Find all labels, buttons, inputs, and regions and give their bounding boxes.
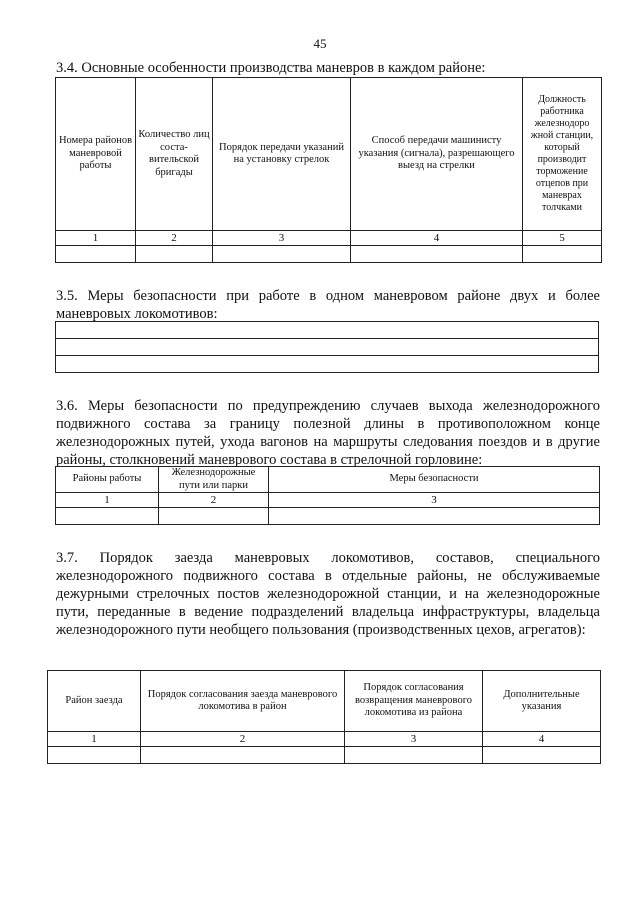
col-number: 4 (351, 231, 523, 246)
col-number: 1 (56, 493, 159, 508)
safety-measures-table (55, 466, 600, 525)
col-header-safety-measures: Меры безопасности (269, 467, 600, 493)
col-number: 3 (213, 231, 351, 246)
col-number: 1 (56, 231, 136, 246)
section-3-7-text: 3.7. Порядок заезда маневровых локомотивов, составов, специального железнодорожного подвижного состава в отдельные районы, не обслуживаемые дежурными стрелочных постов железнодорожной станции, и на железнодорожные пути, переданные в ведение подразделений владельца инфраструктуры, владельца железнодорожного пути необщего пользования (производственных цехов, агрегатов): (56, 550, 600, 638)
section-3-5-text: 3.5. Меры безопасности при работе в одном маневровом районе двух и более маневровых локомотивов: (56, 288, 600, 322)
blank-line (55, 355, 599, 373)
col-number: 5 (523, 231, 602, 246)
col-header-work-areas: Районы работы (56, 467, 159, 493)
col-number: 2 (159, 493, 269, 508)
col-header-additional-instructions: Дополнительные указания (483, 671, 601, 732)
table-row (56, 508, 600, 525)
section-3-6-text: 3.6. Меры безопасности по предупреждению случаев выхода железнодорожного подвижного состава за границу полезной длины в противоположном конце железнодорожных путей, ухода вагонов на маршруты следования поездов и в другие районы, столкновений маневрового состава в стрелочной горловине: (56, 398, 600, 468)
table-row (48, 747, 601, 764)
col-number: 2 (141, 732, 345, 747)
col-number: 3 (345, 732, 483, 747)
page-number: 45 (313, 36, 327, 51)
col-number: 4 (483, 732, 601, 747)
col-header-crew-count: Количество лиц соста-вительской бригады (136, 78, 213, 231)
table-row (56, 246, 602, 263)
maneuver-features-table (55, 77, 602, 263)
blank-line (55, 338, 599, 355)
entry-procedure-table (47, 670, 601, 764)
col-header-entry-district: Район заезда (48, 671, 141, 732)
col-header-tracks-parks: Железнодорожные пути или парки (159, 467, 269, 493)
col-header-return-approval: Порядок согласования возвращения маневрового локомотива из района (345, 671, 483, 732)
col-number: 2 (136, 231, 213, 246)
section-3-4-heading: 3.4. Основные особенности производства маневров в каждом районе: (56, 60, 486, 76)
col-number: 3 (269, 493, 600, 508)
col-header-entry-approval: Порядок согласования заезда маневрового локомотива в район (141, 671, 345, 732)
col-header-district-numbers: Номера районов маневровой работы (56, 78, 136, 231)
col-header-braking-worker: Должность работника железнодоро жной станции, который производит торможение отцепов при маневрах толчками (523, 78, 602, 231)
col-header-signal-method: Способ передачи машинисту указания (сигнала), разрешающего выезд на стрелки (351, 78, 523, 231)
col-number: 1 (48, 732, 141, 747)
section-3-5-lines (55, 321, 599, 373)
blank-line (55, 321, 599, 338)
col-header-switch-instructions: Порядок передачи указаний на установку стрелок (213, 78, 351, 231)
